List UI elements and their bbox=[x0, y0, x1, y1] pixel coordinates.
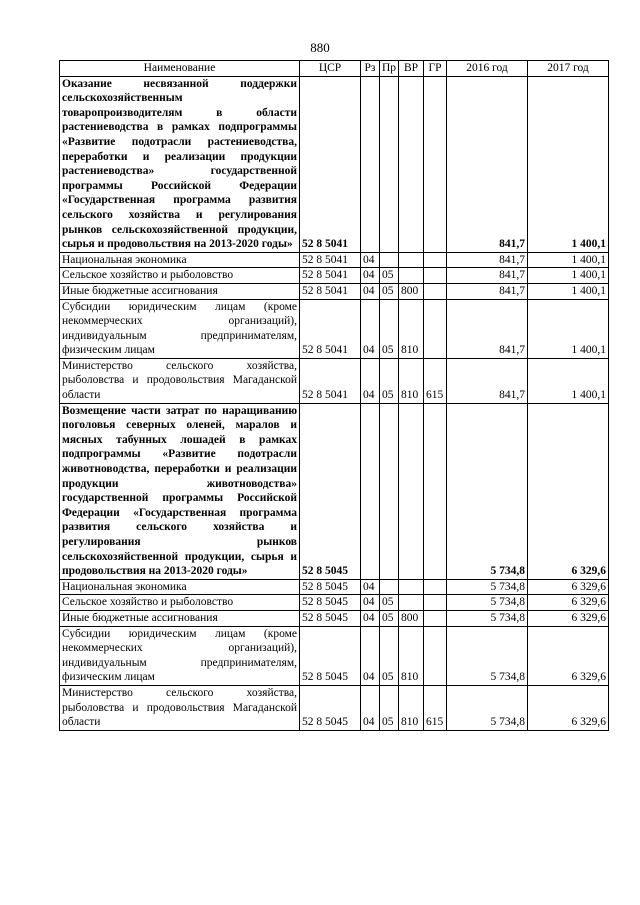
cell-rz: 04 bbox=[361, 579, 380, 595]
cell-name: Национальная экономика bbox=[60, 579, 300, 595]
cell-2017: 6 329,6 bbox=[528, 610, 609, 626]
cell-2016: 5 734,8 bbox=[447, 626, 528, 685]
cell-2016: 841,7 bbox=[447, 299, 528, 358]
cell-gr bbox=[424, 403, 447, 579]
table-row bbox=[60, 299, 609, 358]
cell-2016: 841,7 bbox=[447, 76, 528, 252]
cell-vr: 800 bbox=[399, 610, 424, 626]
cell-pr: 05 bbox=[380, 685, 399, 730]
cell-name: Иные бюджетные ассигнования bbox=[60, 283, 300, 299]
cell-rz: 04 bbox=[361, 685, 380, 730]
cell-vr bbox=[399, 252, 424, 268]
cell-2017: 6 329,6 bbox=[528, 403, 609, 579]
table-row bbox=[60, 626, 609, 685]
cell-gr bbox=[424, 610, 447, 626]
cell-csr: 52 8 5045 bbox=[300, 595, 361, 611]
cell-csr: 52 8 5041 bbox=[300, 252, 361, 268]
cell-gr bbox=[424, 268, 447, 284]
cell-2017: 1 400,1 bbox=[528, 268, 609, 284]
cell-rz bbox=[361, 76, 380, 252]
page-number: 880 bbox=[310, 40, 330, 55]
cell-pr: 05 bbox=[380, 626, 399, 685]
cell-2016: 841,7 bbox=[447, 268, 528, 284]
table-row bbox=[60, 595, 609, 611]
cell-vr: 810 bbox=[399, 626, 424, 685]
cell-csr: 52 8 5045 bbox=[300, 610, 361, 626]
cell-csr: 52 8 5045 bbox=[300, 626, 361, 685]
cell-pr bbox=[380, 579, 399, 595]
cell-2017: 1 400,1 bbox=[528, 358, 609, 403]
cell-pr: 05 bbox=[380, 595, 399, 611]
cell-2016: 5 734,8 bbox=[447, 595, 528, 611]
table-row bbox=[60, 579, 609, 595]
cell-rz: 04 bbox=[361, 358, 380, 403]
table-row bbox=[60, 403, 609, 579]
cell-name: Министерство сельского хозяйства, рыболовства и продовольствия Магаданской области bbox=[60, 685, 300, 730]
cell-gr: 615 bbox=[424, 358, 447, 403]
cell-vr bbox=[399, 579, 424, 595]
cell-pr: 05 bbox=[380, 268, 399, 284]
table-row bbox=[60, 283, 609, 299]
cell-pr: 05 bbox=[380, 299, 399, 358]
table-row bbox=[60, 610, 609, 626]
cell-vr: 800 bbox=[399, 283, 424, 299]
budget-table bbox=[59, 60, 609, 731]
cell-gr bbox=[424, 76, 447, 252]
cell-2017: 1 400,1 bbox=[528, 76, 609, 252]
cell-vr: 810 bbox=[399, 299, 424, 358]
cell-csr: 52 8 5045 bbox=[300, 403, 361, 579]
cell-rz: 04 bbox=[361, 610, 380, 626]
cell-csr: 52 8 5045 bbox=[300, 685, 361, 730]
cell-gr bbox=[424, 626, 447, 685]
cell-2016: 5 734,8 bbox=[447, 685, 528, 730]
cell-gr bbox=[424, 595, 447, 611]
header-rz: Рз bbox=[361, 61, 380, 77]
header-vr: ВР bbox=[399, 61, 424, 77]
cell-vr: 810 bbox=[399, 358, 424, 403]
cell-csr: 52 8 5041 bbox=[300, 268, 361, 284]
cell-gr bbox=[424, 283, 447, 299]
cell-pr bbox=[380, 403, 399, 579]
header-name: Наименование bbox=[60, 61, 300, 77]
cell-2017: 1 400,1 bbox=[528, 283, 609, 299]
cell-gr bbox=[424, 252, 447, 268]
cell-csr: 52 8 5041 bbox=[300, 76, 361, 252]
cell-pr bbox=[380, 252, 399, 268]
cell-2016: 5 734,8 bbox=[447, 403, 528, 579]
cell-pr: 05 bbox=[380, 610, 399, 626]
cell-rz: 04 bbox=[361, 626, 380, 685]
cell-rz: 04 bbox=[361, 283, 380, 299]
cell-2017: 6 329,6 bbox=[528, 685, 609, 730]
cell-rz: 04 bbox=[361, 299, 380, 358]
header-2017: 2017 год bbox=[528, 61, 609, 77]
cell-gr bbox=[424, 299, 447, 358]
cell-rz: 04 bbox=[361, 595, 380, 611]
cell-name: Министерство сельского хозяйства, рыболовства и продовольствия Магаданской области bbox=[60, 358, 300, 403]
cell-vr bbox=[399, 76, 424, 252]
cell-2017: 6 329,6 bbox=[528, 579, 609, 595]
cell-2016: 841,7 bbox=[447, 358, 528, 403]
cell-rz: 04 bbox=[361, 252, 380, 268]
cell-pr bbox=[380, 76, 399, 252]
header-pr: Пр bbox=[380, 61, 399, 77]
cell-name: Иные бюджетные ассигнования bbox=[60, 610, 300, 626]
cell-gr bbox=[424, 579, 447, 595]
cell-vr bbox=[399, 595, 424, 611]
cell-csr: 52 8 5041 bbox=[300, 358, 361, 403]
table-row bbox=[60, 76, 609, 252]
cell-gr: 615 bbox=[424, 685, 447, 730]
cell-2017: 6 329,6 bbox=[528, 595, 609, 611]
header-2016: 2016 год bbox=[447, 61, 528, 77]
cell-name: Сельское хозяйство и рыболовство bbox=[60, 268, 300, 284]
table-row bbox=[60, 685, 609, 730]
header-gr: ГР bbox=[424, 61, 447, 77]
cell-2017: 1 400,1 bbox=[528, 299, 609, 358]
cell-name: Субсидии юридическим лицам (кроме некоммерческих организаций), индивидуальным предпринимателям, физическим лицам bbox=[60, 626, 300, 685]
cell-vr bbox=[399, 268, 424, 284]
cell-2016: 841,7 bbox=[447, 252, 528, 268]
cell-2017: 1 400,1 bbox=[528, 252, 609, 268]
cell-pr: 05 bbox=[380, 358, 399, 403]
table-row bbox=[60, 358, 609, 403]
table-header-row bbox=[60, 61, 609, 77]
cell-vr: 810 bbox=[399, 685, 424, 730]
table-body bbox=[60, 76, 609, 730]
cell-2017: 6 329,6 bbox=[528, 626, 609, 685]
cell-name: Субсидии юридическим лицам (кроме некоммерческих организаций), индивидуальным предпринимателям, физическим лицам bbox=[60, 299, 300, 358]
table-row bbox=[60, 268, 609, 284]
cell-vr bbox=[399, 403, 424, 579]
cell-rz: 04 bbox=[361, 268, 380, 284]
cell-2016: 5 734,8 bbox=[447, 610, 528, 626]
cell-name: Сельское хозяйство и рыболовство bbox=[60, 595, 300, 611]
cell-csr: 52 8 5041 bbox=[300, 299, 361, 358]
table-row bbox=[60, 252, 609, 268]
header-csr: ЦСР bbox=[300, 61, 361, 77]
cell-rz bbox=[361, 403, 380, 579]
cell-name: Национальная экономика bbox=[60, 252, 300, 268]
cell-csr: 52 8 5041 bbox=[300, 283, 361, 299]
cell-pr: 05 bbox=[380, 283, 399, 299]
cell-name: Оказание несвязанной поддержки сельскохозяйственным товаропроизводителям в области растениеводства в рамках подпрограммы «Развитие подотрасли растениеводства, переработки и реализации продукции растениеводства» государственной программы Российской Федерации «Государственная программа развития сельского хозяйства и регулирования рынков сельскохозяйственной продукции, сырья и продовольствия на 2013-2020 годы» bbox=[60, 76, 300, 252]
cell-name: Возмещение части затрат по наращиванию поголовья северных оленей, маралов и мясных табунных лошадей в рамках подпрограммы «Развитие подотрасли животноводства, переработки и реализации продукции животноводства» государственной программы Российской Федерации «Государственная программа развития сельского хозяйства и регулирования рынков сельскохозяйственной продукции, сырья и продовольствия на 2013-2020 годы» bbox=[60, 403, 300, 579]
cell-2016: 841,7 bbox=[447, 283, 528, 299]
cell-2016: 5 734,8 bbox=[447, 579, 528, 595]
cell-csr: 52 8 5045 bbox=[300, 579, 361, 595]
